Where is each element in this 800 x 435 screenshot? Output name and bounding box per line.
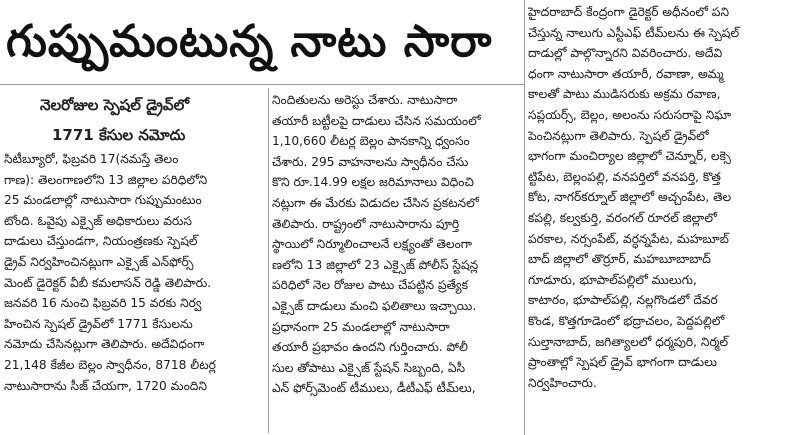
text-line: కొని రూ.14.99 లక్షల జరిమానాలు విధించి: [272, 175, 474, 190]
text-line: దాడుల్లో పాల్గొన్నారని వివరించారు. అదేవి: [528, 46, 723, 61]
text-line: పెంచినట్లుగా తెలిపారు. స్పెషల్ డ్రైవ్‌లో: [528, 128, 709, 143]
text-line: కాటారం, భూపాల్‌పల్లి, నల్లగొండలో దేవర: [528, 293, 718, 308]
text-line: నిర్వహించారు.: [528, 375, 597, 390]
text-line: సుల తోపాటు ఎక్సైజ్ స్టేషన్ సిబ్బంది, ఏసీ: [272, 360, 466, 375]
text-line: ఎక్సైజ్ దాడులు మంచి ఫలితాలు ఇచ్చాయి.: [272, 298, 477, 313]
headline-divider: [0, 84, 524, 85]
subheading-drive: నెలరోజుల స్పెషల్ డ్రైవ్‌లో: [40, 96, 190, 114]
text-line: 21,148 కేజీల బెల్లం స్వాధీనం, 8718 లీటర్ల: [4, 357, 216, 372]
text-line: సుల్తానాబాద్, జగిత్యాలలో ధర్మపురి, నిర్మల్: [528, 334, 729, 349]
text-line: ప్రాంతాల్లో స్పెషల్ డ్రైవ్ భాగంగా దాడులు: [528, 355, 717, 370]
text-line: ట్టిపేట, బెల్లంపల్లి, వనపర్తిలో వనపర్తి, కొత్త: [528, 169, 721, 184]
headline: గుప్పుమంటున్న నాటు సారా: [6, 16, 493, 67]
text-line: మెంట్ డైరెక్టర్ వీబీ కమలాసన్ రెడ్డి తెలిపారు.: [4, 275, 212, 290]
text-line: హించిన స్పెషల్ డ్రైవ్‌లో 1771 కేసులను: [4, 316, 193, 331]
text-line: కొండ, కొత్తగూడెంలో భద్రాచలం, పెద్దపల్లిలో: [528, 313, 725, 328]
text-line: పరిధిలో నెల రోజుల పాటు చేపట్టిన ప్రత్యేక: [272, 278, 468, 293]
text-line: నట్లుగా ఈ మేరకు విడుదల చేసిన ప్రకటనలో: [272, 195, 479, 210]
text-line: చేస్తున్న నాలుగు ఎస్టీఎఫ్ టీమ్‌లను ఈ స్పెషల్: [528, 25, 740, 40]
article-column-2: [272, 90, 522, 399]
article-column-3: [528, 2, 796, 393]
text-line: ణలోని 13 జిల్లాలో 23 ఎక్సైజ్ పోలీస్ స్టేషన్ల: [272, 257, 479, 272]
text-line: ఎన్ ఫోర్స్‌మెంట్ టీములు, డీటీఎఫ్ టీమ్‌లు,: [272, 381, 476, 396]
column-divider-2: [524, 0, 525, 435]
text-line: చేశారు. 295 వాహనాలను స్వాధీనం చేసు: [272, 154, 469, 169]
text-line: నిందితులను అరెస్టు చేశారు. నాటుసారా: [272, 93, 458, 107]
text-line: కాలతో పాటు ముడిసరుకు అక్రమ రవాణ,: [528, 87, 721, 102]
text-line: టోంది. ఓవైపు ఎక్సైజ్ అధికారులు వరుస: [4, 213, 192, 228]
text-line: బాద్ జిల్లాలో తొర్రూర్, మహబూబాబాద్: [528, 252, 711, 267]
text-line: తెలిపారు. రాష్ట్రంలో నాటుసారాను పూర్తి: [272, 216, 460, 231]
article-column-1: [4, 149, 266, 396]
text-line: దాడులు చేస్తుండగా, నియంత్రణకు స్పెషల్: [4, 234, 198, 249]
text-line: డ్రైవ్ నిర్వహించినట్లుగా ఎక్సైజ్ ఎన్‌ఫోర్స్: [4, 254, 194, 269]
text-line: జనవరి 16 నుంచి ఫిబ్రవరి 15 వరకు నిర్వ: [4, 296, 202, 311]
text-line: ప్రధానంగా 25 మండలాల్లో నాటుసారా: [272, 319, 450, 334]
subheading-cases: 1771 కేసుల నమోదు: [52, 126, 186, 144]
text-line: 1,10,660 లీటర్ల బెల్లం పానకాన్ని ధ్వంసం: [272, 134, 470, 149]
text-line: స్థాయిలో నిర్మూలించాలనే లక్ష్యంతో తెలంగా: [272, 237, 472, 252]
text-line: ధంగా నాటుసారా తయారీ, రవాణా, అమ్మ: [528, 66, 724, 81]
text-line: హైదరాబాద్ కేంద్రంగా డైరెక్టర్ అధీనంలో పని: [528, 5, 730, 19]
text-line: నమోదు చేసినట్లుగా తెలిపారు. అదేవిధంగా: [4, 337, 205, 352]
text-line: సిటీబ్యూరో, ఫిబ్రవరి 17(నమస్తే తెలం: [4, 152, 179, 166]
text-line: గూడూరు, భూపాల్‌పల్లిలో ములుగు,: [528, 272, 697, 287]
text-line: తయారీ బట్టీలపై దాడులు చేసిన సమయంలో: [272, 113, 481, 128]
text-line: కోట, నాగర్‌కర్నూల్ జిల్లాలో అచ్చంపేట, తెల: [528, 190, 732, 205]
text-line: భాగంగా మంచిర్యాల జిల్లాలో చెన్నూర్, లక్సె: [528, 149, 731, 164]
text-line: కపల్లి, కల్వకుర్తి, వరంగల్ రూరల్ జిల్లాలో: [528, 210, 717, 225]
text-line: గాణ): తెలంగాణలోని 13 జిల్లాల పరిధిలోని: [4, 172, 208, 187]
text-line: పరకాల, నర్సంపేట్, వర్ధన్నపేట, మహబూబ్: [528, 231, 729, 246]
text-line: 25 మండలాల్లో నాటుసారా గుప్పుమంటుం: [4, 193, 202, 208]
text-line: తయారీ ప్రభావం ఉందని గుర్తించారు. పోలీ: [272, 340, 468, 355]
text-line: నాటుసారాను సీజ్ చేయగా, 1720 మందిని: [4, 378, 207, 393]
text-line: సప్లయర్స్, బెల్లం, అలంను సరుసరాపై నిఘా: [528, 107, 732, 122]
